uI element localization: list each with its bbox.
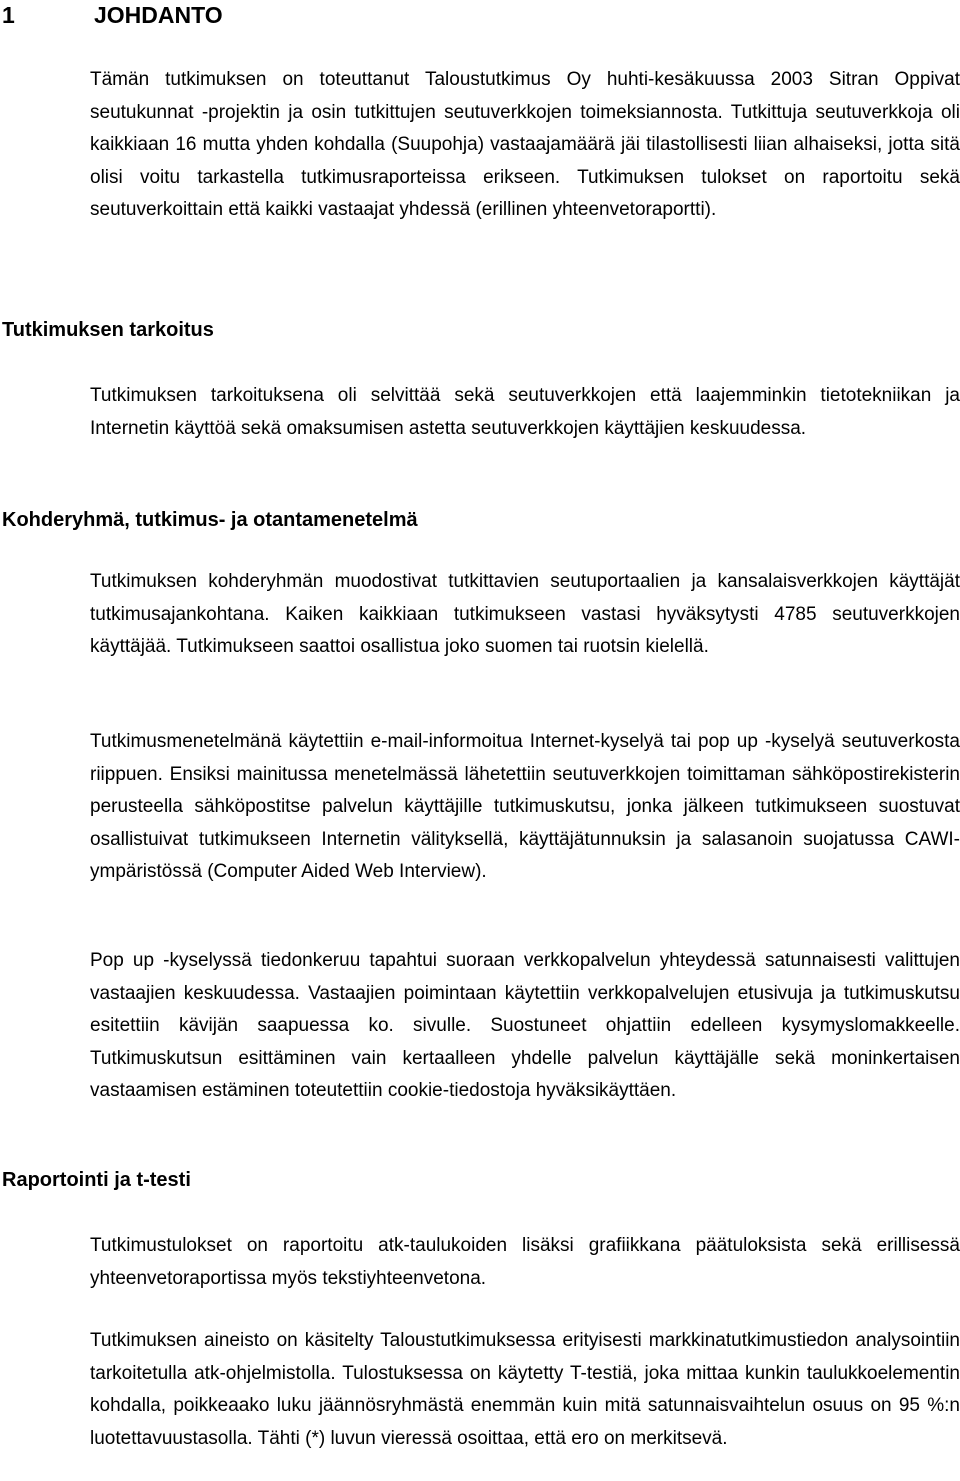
reporting-heading: Raportointi ja t-testi bbox=[2, 1169, 191, 1191]
target-group-paragraph: Tutkimuksen kohderyhmän muodostivat tutkittavien seutuportaalien ja kansalaisverkkojen käyttäjät tutkimusajankohtana. Kaiken kaikkiaan tutkimukseen vastasi hyväksytysti 4785 seutuverkkojen käyttäjää. Tutkimukseen saattoi osallistua joko suomen tai ruotsin kielellä. bbox=[90, 571, 960, 657]
target-group-heading: Kohderyhmä, tutkimus- ja otantamenetelmä bbox=[2, 509, 418, 531]
ttest-paragraph: Tutkimuksen aineisto on käsitelty Taloustutkimuksessa erityisesti markkinatutkimustiedon analysointiin tarkoitetulla atk-ohjelmistolla. Tulostuksessa on käytetty T-testiä, joka mittaa kunkin taulukkoelementin kohdalla, poikkeaako luku jäännösryhmästä enemmän kuin mitä satunnaisvaihtelun osuus on 95 %:n luotettavuustasolla. Tähti (*) luvun vieressä osoittaa, että ero on merkitsevä. bbox=[90, 1330, 960, 1449]
chapter-title: JOHDANTO bbox=[94, 2, 223, 28]
purpose-heading: Tutkimuksen tarkoitus bbox=[2, 319, 214, 341]
intro-paragraph: Tämän tutkimuksen on toteuttanut Taloustutkimus Oy huhti-kesäkuussa 2003 Sitran Oppivat seutukunnat -projektin ja osin tutkittujen seutuverkkojen toimeksiannosta. Tutkittuja seutuverkkoja oli kaikkiaan 16 mutta yhden kohdalla (Suupohja) vastaajamäärä jäi tilastollisesti liian alhaiseksi, jotta sitä olisi voitu tarkastella tutkimusraporteissa erikseen. Tutkimuksen tulokset on raportoitu sekä seutuverkoittain että kaikki vastaajat yhdessä (erillinen yhteenvetoraportti). bbox=[90, 69, 960, 220]
reporting-paragraph: Tutkimustulokset on raportoitu atk-taulukoiden lisäksi grafiikkana päätuloksista sekä erillisessä yhteenvetoraportissa myös tekstiyhteenvetona. bbox=[90, 1235, 960, 1289]
popup-paragraph: Pop up -kyselyssä tiedonkeruu tapahtui suoraan verkkopalvelun yhteydessä satunnaisesti valittujen vastaajien keskuudessa. Vastaajien poimintaan käytettiin verkkopalvelujen etusivuja ja tutkimuskutsu esitettiin kävijän saapuessa ko. sivulle. Suostuneet ohjattiin edelleen kysymyslomakkeelle. Tutkimuskutsun esittäminen vain kertaalleen yhdelle palvelun käyttäjälle sekä moninkertaisen vastaamisen estäminen toteutettiin cookie-tiedostoja hyväksikäyttäen. bbox=[90, 950, 960, 1101]
method-paragraph: Tutkimusmenetelmänä käytettiin e-mail-informoitua Internet-kyselyä tai pop up -kyselyä seutuverkosta riippuen. Ensiksi mainitussa menetelmässä lähetettiin seutuverkkojen toimittaman sähköpostirekisterin perusteella sähköpostitse palvelun käyttäjille tutkimuskutsu, jonka jälkeen tutkimukseen suostuvat osallistuivat tutkimukseen Internetin välityksellä, käyttäjätunnuksin ja salasanoin suojatussa CAWI-ympäristössä (Computer Aided Web Interview). bbox=[90, 731, 960, 882]
chapter-number: 1 bbox=[2, 2, 15, 28]
purpose-paragraph: Tutkimuksen tarkoituksena oli selvittää sekä seutuverkkojen että laajemminkin tietotekniikan ja Internetin käyttöä sekä omaksumisen astetta seutuverkkojen käyttäjien keskuudessa. bbox=[90, 385, 960, 439]
chapter-heading bbox=[2, 0, 223, 30]
